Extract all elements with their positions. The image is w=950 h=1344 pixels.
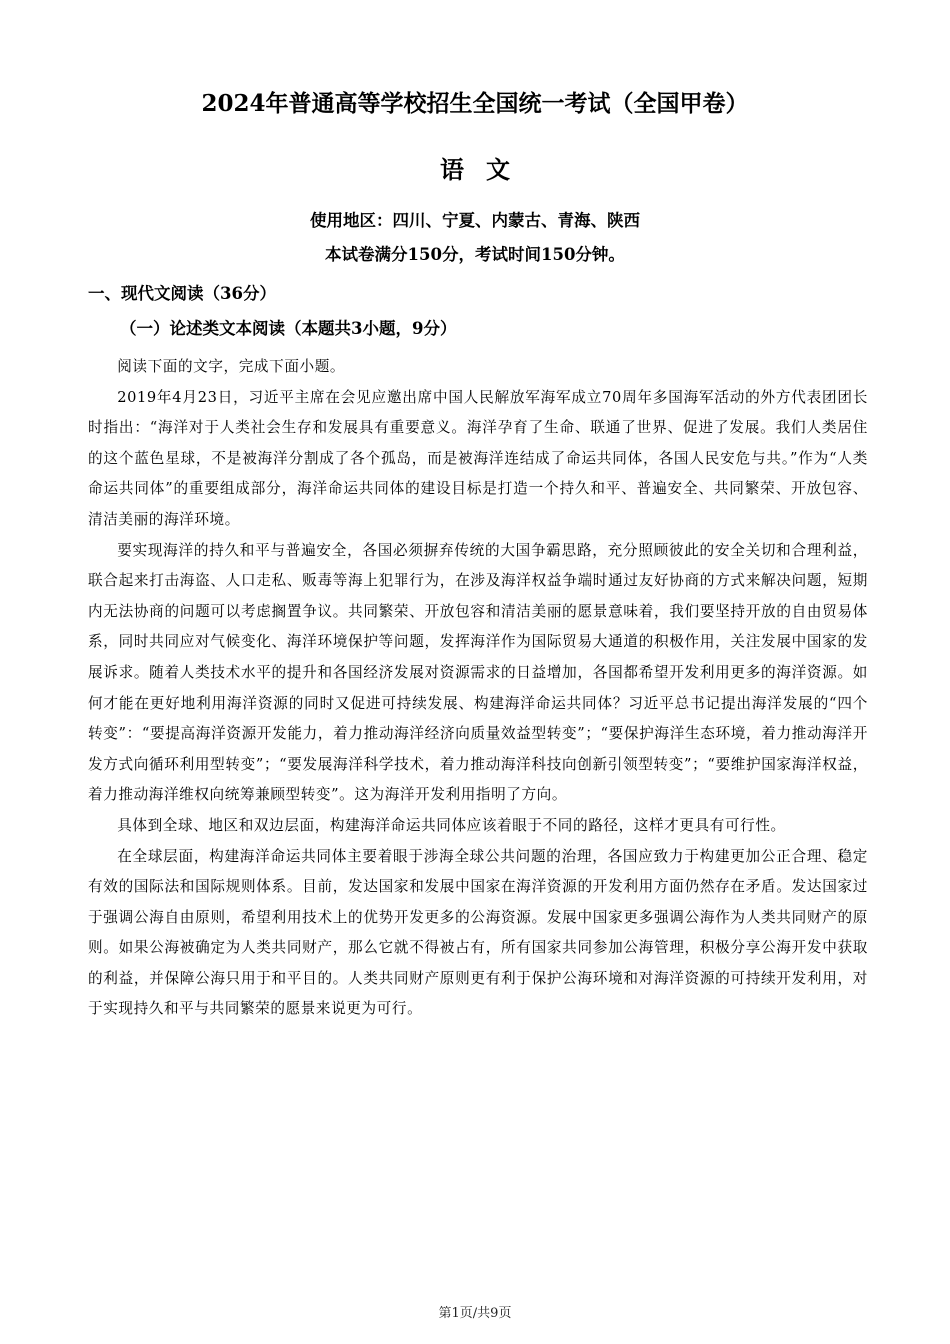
passage-paragraph: 2019年4月23日，习近平主席在会见应邀出席中国人民解放军海军成立70周年多国海军活动的外方代表团团长时指出：“海洋对于人类社会生存和发展具有重要意义。海洋孕育了生命、联通了世界、促进了发展。我们人类居住的这个蓝色星球，不是被海洋分割成了各个孤岛，而是被海洋连结成了命运共同体，各国人民安危与共。”作为“人类命运共同体”的重要组成部分，海洋命运共同体的建设目标是打造一个持久和平、普遍安全、共同繁荣、开放包容、清洁美丽的海洋环境。 (88, 388, 868, 528)
usage-regions: 使用地区：四川、宁夏、内蒙古、青海、陕西 (310, 211, 640, 230)
exam-info: 本试卷满分150分，考试时间150分钟。 (325, 245, 625, 264)
reading-passage (88, 352, 868, 1025)
section-heading: 一、现代文阅读（36分） (88, 284, 276, 303)
subject-title: 语文 (440, 155, 532, 184)
instruction-paragraph: 阅读下面的文字，完成下面小题。 (117, 358, 346, 375)
passage-paragraph: 要实现海洋的持久和平与普遍安全，各国必须摒弃传统的大国争霸思路，充分照顾彼此的安全关切和合理利益，联合起来打击海盗、人口走私、贩毒等海上犯罪行为，在涉及海洋权益争端时通过友好协商的方式来解决问题，短期内无法协商的问题可以考虑搁置争议。共同繁荣、开放包容和清洁美丽的愿景意味着，我们要坚持开放的自由贸易体系，同时共同应对气候变化、海洋环境保护等问题，发挥海洋作为国际贸易大通道的积极作用，关注发展中国家的发展诉求。随着人类技术水平的提升和各国经济发展对资源需求的日益增加，各国都希望开发利用更多的海洋资源。如何才能在更好地利用海洋资源的同时又促进可持续发展、构建海洋命运共同体？习近平总书记提出海洋发展的“四个转变”：“要提高海洋资源开发能力，着力推动海洋经济向质量效益型转变”；“要保护海洋生态环境，着力推动海洋开发方式向循环利用型转变”；“要发展海洋科学技术，着力推动海洋科技向创新引领型转变”；“要维护国家海洋权益，着力推动海洋维权向统筹兼顾型转变”。这为海洋开发利用指明了方向。 (88, 541, 868, 804)
page-number: 第1页/共9页 (438, 1306, 512, 1321)
passage-paragraph: 具体到全球、地区和双边层面，构建海洋命运共同体应该着眼于不同的路径，这样才更具有可行性。 (117, 816, 786, 834)
subsection-heading: （一）论述类文本阅读（本题共3小题，9分） (120, 319, 457, 338)
passage-paragraph: 在全球层面，构建海洋命运共同体主要着眼于涉海全球公共问题的治理，各国应致力于构建更加公正合理、稳定有效的国际法和国际规则体系。目前，发达国家和发展中国家在海洋资源的开发利用方面仍然存在矛盾。发达国家过于强调公海自由原则，希望利用技术上的优势开发更多的公海资源。发展中国家更多强调公海作为人类共同财产的原则。如果公海被确定为人类共同财产，那么它就不得被占有，所有国家共同参加公海管理，积极分享公海开发中获取的利益，并保障公海只用于和平目的。人类共同财产原则更有利于保护公海环境和对海洋资源的可持续开发利用，对于实现持久和平与共同繁荣的愿景来说更为可行。 (88, 847, 868, 1018)
exam-title: 2024年普通高等学校招生全国统一考试（全国甲卷） (201, 90, 749, 117)
